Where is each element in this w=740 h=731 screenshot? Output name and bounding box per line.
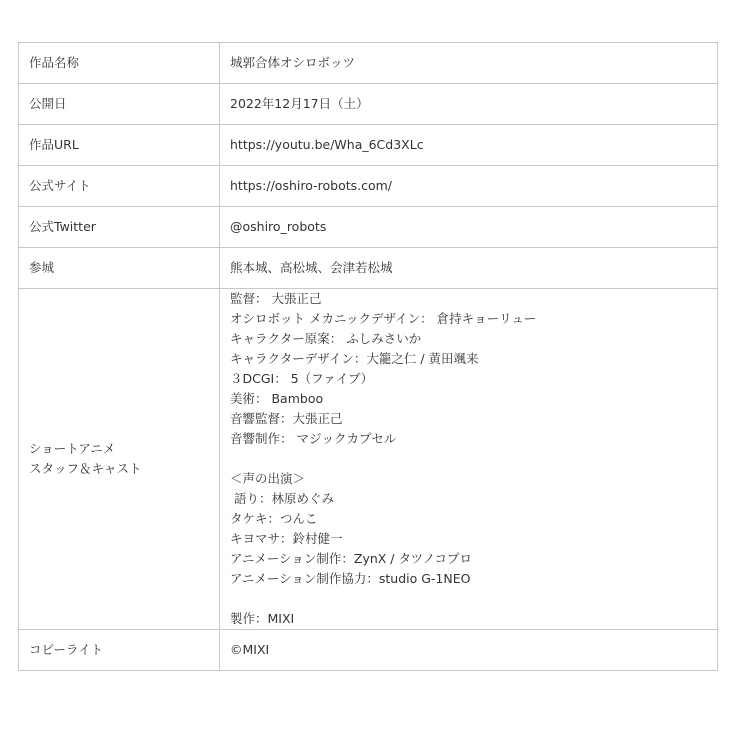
staff-line: 美術： Bamboo [230,391,324,406]
table-row [19,248,718,289]
row-label-copyright: コピーライト [19,630,220,671]
row-value-official-site: https://oshiro-robots.com/ [220,166,718,207]
staff-label-line: ショートアニメ [29,441,116,456]
staff-line: 音響制作： マジックカプセル [230,431,397,446]
staff-line: ３DCGI： 5（ファイブ） [230,371,374,386]
table-row [19,84,718,125]
staff-line: アニメーション制作協力：studio G-1NEO [230,571,471,586]
row-value-staff-cast [220,289,718,630]
staff-blank-line [230,589,707,609]
staff-line: キヨマサ：鈴村健一 [230,531,343,546]
staff-line: 監督： 大張正己 [230,291,322,306]
staff-label-line: スタッフ＆キャスト [29,461,142,476]
row-value-release-date: 2022年12月17日（土） [220,84,718,125]
row-label-staff-cast [19,289,220,630]
staff-blank-line [230,449,707,469]
staff-line: 製作：MIXI [230,611,295,626]
row-label-official-site: 公式サイト [19,166,220,207]
row-label-castles: 参城 [19,248,220,289]
staff-line: 音響監督：大張正己 [230,411,343,426]
staff-line: タケキ：つんこ [230,511,318,526]
staff-line: キャラクターデザイン：大籠之仁 / 黄田颯来 [230,351,479,366]
row-label-release-date: 公開日 [19,84,220,125]
row-value-title: 城郭合体オシロボッツ [220,43,718,84]
row-value-copyright: ©MIXI [220,630,718,671]
staff-line: アニメーション制作：ZynX / タツノコプロ [230,551,472,566]
row-value-work-url: https://youtu.be/Wha_6Cd3XLc [220,125,718,166]
row-label-title: 作品名称 [19,43,220,84]
table-row [19,289,718,630]
table-row [19,43,718,84]
table-row [19,207,718,248]
staff-line: キャラクター原案： ふしみさいか [230,331,422,346]
table-row [19,125,718,166]
table-row [19,166,718,207]
row-value-official-twitter: @oshiro_robots [220,207,718,248]
staff-line: オシロボット メカニックデザイン： 倉持キョーリュー [230,311,537,326]
staff-line: ＜声の出演＞ [230,471,306,486]
staff-line: 語り：林原めぐみ [230,491,334,506]
info-table [18,42,718,671]
row-value-castles: 熊本城、高松城、会津若松城 [220,248,718,289]
row-label-work-url: 作品URL [19,125,220,166]
row-label-official-twitter: 公式Twitter [19,207,220,248]
table-row [19,630,718,671]
